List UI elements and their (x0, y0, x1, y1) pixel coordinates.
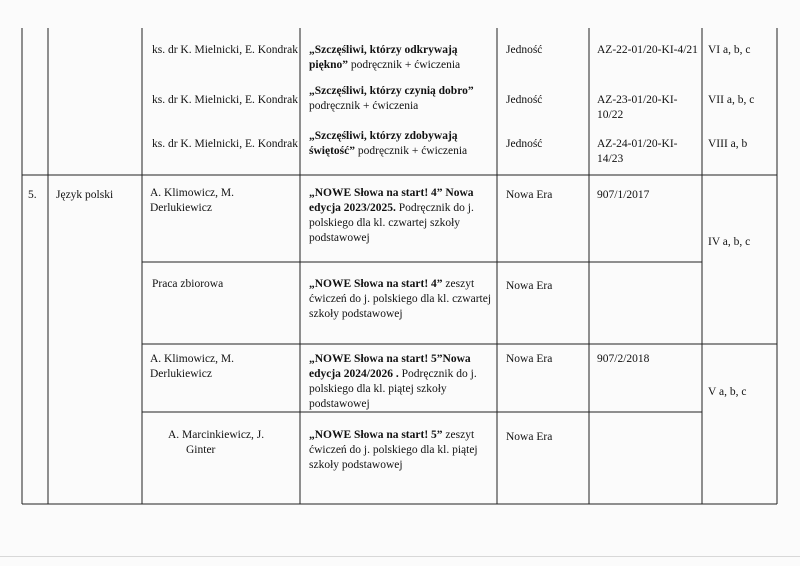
classes-v: V a, b, c (708, 386, 747, 398)
row4-publisher: Nowa Era (506, 189, 553, 201)
row4-title: „NOWE Słowa na start! 4” Nowa edycja 2023/2025. Podręcznik do j. polskiego dla kl. czwartej szkoły podstawowej (309, 187, 474, 244)
row3-publisher: Jedność (506, 138, 543, 150)
row3-author: ks. dr K. Mielnicki, E. Kondrak (152, 138, 298, 150)
row2-title: „Szczęśliwi, którzy czynią dobro” podręcznik + ćwiczenia (309, 85, 474, 112)
row6-title: „NOWE Słowa na start! 5”Nowa edycja 2024/2026 . Podręcznik do j. polskiego dla kl. piątej szkoły podstawowej (309, 353, 477, 410)
row2-author: ks. dr K. Mielnicki, E. Kondrak (152, 94, 298, 106)
row3-title: „Szczęśliwi, którzy zdobywają świętość” podręcznik + ćwiczenia (309, 130, 468, 157)
row1-publisher: Jedność (506, 44, 543, 56)
page-bottom-divider (0, 556, 800, 557)
row1-classes: VI a, b, c (708, 44, 751, 56)
row1-number: AZ-22-01/20-KI-4/21 (597, 44, 698, 56)
classes-iv: IV a, b, c (708, 236, 751, 248)
row4-author: A. Klimowicz, M. Derlukiewicz (150, 187, 235, 214)
row7-title: „NOWE Słowa na start! 5” zeszyt ćwiczeń do j. polskiego dla kl. piątej szkoły podstawowej (309, 429, 478, 471)
row7-author: A. Marcinkiewicz, J. Ginter (168, 429, 265, 456)
row6-publisher: Nowa Era (506, 353, 553, 365)
row3-number: AZ-24-01/20-KI- 14/23 (597, 138, 678, 165)
row5-author: Praca zbiorowa (152, 278, 224, 290)
section-subject: Język polski (56, 189, 114, 201)
row2-classes: VII a, b, c (708, 94, 755, 106)
row7-publisher: Nowa Era (506, 431, 553, 443)
row3-classes: VIII a, b (708, 138, 748, 150)
row1-title: „Szczęśliwi, którzy odkrywają piękno” podręcznik + ćwiczenia (309, 44, 461, 71)
row6-author: A. Klimowicz, M. Derlukiewicz (150, 353, 235, 380)
row6-number: 907/2/2018 (597, 353, 650, 365)
row1-author: ks. dr K. Mielnicki, E. Kondrak (152, 44, 298, 56)
row4-number: 907/1/2017 (597, 189, 650, 201)
row5-title: „NOWE Słowa na start! 4” zeszyt ćwiczeń do j. polskiego dla kl. czwartej szkoły podstawowej (309, 278, 492, 320)
row2-publisher: Jedność (506, 94, 543, 106)
section-number: 5. (28, 189, 37, 201)
row5-publisher: Nowa Era (506, 280, 553, 292)
row2-number: AZ-23-01/20-KI- 10/22 (597, 94, 678, 121)
